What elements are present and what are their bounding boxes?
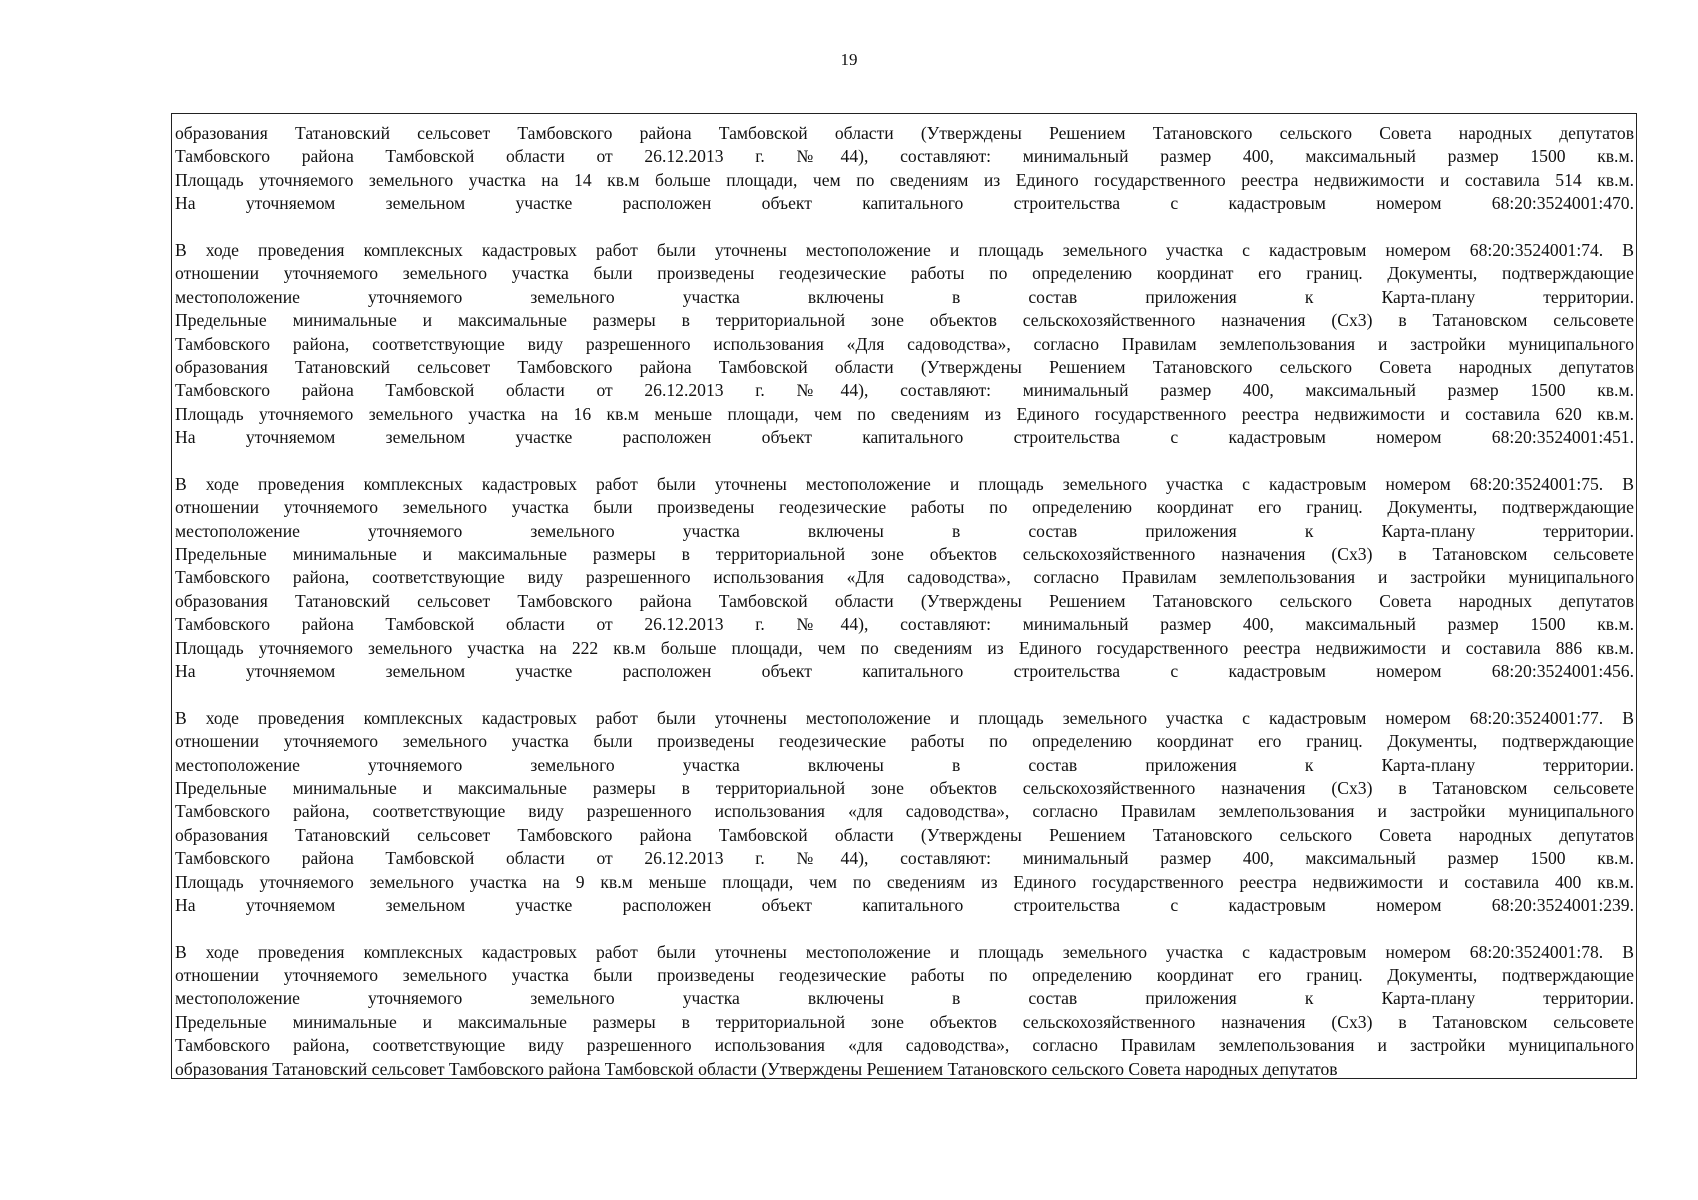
text-line: образования Татановский сельсовет Тамбовского района Тамбовской области (Утверждены Решением Татановского сельского Совета народных депутатов xyxy=(175,356,1634,377)
text-line: Тамбовского района Тамбовской области от 26.12.2013 г. №44), составляют: минимальный размер 400, максимальный размер 1500 кв.м. xyxy=(175,380,1634,401)
page-number: 19 xyxy=(840,50,858,69)
paragraph-1 xyxy=(175,122,1634,216)
text-line: В ходе проведения комплексных кадастровых работ были уточнены местоположение и площадь земельного участка с кадастровым номером 68:20:3524001:74. В xyxy=(175,239,1634,260)
document-text-frame xyxy=(171,113,1637,1079)
text-line: Тамбовского района, соответствующие виду разрешенного использования «для садоводства», согласно Правилам землепользования и застройки муниципального xyxy=(175,1035,1634,1056)
text-line: Площадь уточняемого земельного участка на 14 кв.м больше площади, чем по сведениям из Единого государственного реестра недвижимости и составила 514 кв.м. xyxy=(175,169,1634,190)
text-line: Площадь уточняемого земельного участка на 16 кв.м меньше площади, чем по сведениям из Единого государственного реестра недвижимости и составила 620 кв.м. xyxy=(175,403,1634,424)
text-line: На уточняемом земельном участке расположен объект капитального строительства с кадастровым номером 68:20:3524001:470. xyxy=(175,193,1634,214)
text-line: отношении уточняемого земельного участка были произведены геодезические работы по определению координат его границ. Документы, подтверждающие xyxy=(175,965,1634,986)
text-line: На уточняемом земельном участке расположен объект капитального строительства с кадастровым номером 68:20:3524001:451. xyxy=(175,427,1634,448)
text-line: образования Татановский сельсовет Тамбовского района Тамбовской области (Утверждены Решением Татановского сельского Совета народных депутатов xyxy=(175,1058,1338,1079)
text-line: Тамбовского района, соответствующие виду разрешенного использования «Для садоводства», согласно Правилам землепользования и застройки муниципального xyxy=(175,333,1634,354)
text-line: отношении уточняемого земельного участка были произведены геодезические работы по определению координат его границ. Документы, подтверждающие xyxy=(175,497,1634,518)
text-line: местоположение уточняемого земельного участка включены в состав приложения к Карта-плану территории. xyxy=(175,520,1634,541)
paragraph-5 xyxy=(175,941,1634,1079)
text-line: образования Татановский сельсовет Тамбовского района Тамбовской области (Утверждены Решением Татановского сельского Совета народных депутатов xyxy=(175,123,1634,143)
text-line: В ходе проведения комплексных кадастровых работ были уточнены местоположение и площадь земельного участка с кадастровым номером 68:20:3524001:77. В xyxy=(175,707,1634,728)
text-line: отношении уточняемого земельного участка были произведены геодезические работы по определению координат его границ. Документы, подтверждающие xyxy=(175,731,1634,752)
text-line: Площадь уточняемого земельного участка на 222 кв.м больше площади, чем по сведениям из Единого государственного реестра недвижимости и составила 886 кв.м. xyxy=(175,637,1634,658)
paragraph-spacer xyxy=(175,216,1634,239)
text-line: В ходе проведения комплексных кадастровых работ были уточнены местоположение и площадь земельного участка с кадастровым номером 68:20:3524001:78. В xyxy=(175,941,1634,962)
paragraph-spacer xyxy=(175,449,1634,472)
text-line: местоположение уточняемого земельного участка включены в состав приложения к Карта-плану территории. xyxy=(175,754,1634,775)
text-line: Тамбовского района, соответствующие виду разрешенного использования «для садоводства», согласно Правилам землепользования и застройки муниципального xyxy=(175,801,1634,822)
paragraph-4 xyxy=(175,707,1634,918)
text-line: местоположение уточняемого земельного участка включены в состав приложения к Карта-плану территории. xyxy=(175,988,1634,1009)
text-line: На уточняемом земельном участке расположен объект капитального строительства с кадастровым номером 68:20:3524001:456. xyxy=(175,660,1634,681)
text-line: Предельные минимальные и максимальные размеры в территориальной зоне объектов сельскохозяйственного назначения (Сх3) в Татановском сельсовете xyxy=(175,1011,1634,1032)
text-line: На уточняемом земельном участке расположен объект капитального строительства с кадастровым номером 68:20:3524001:239. xyxy=(175,894,1634,915)
text-line: образования Татановский сельсовет Тамбовского района Тамбовской области (Утверждены Решением Татановского сельского Совета народных депутатов xyxy=(175,824,1634,845)
text-line: Предельные минимальные и максимальные размеры в территориальной зоне объектов сельскохозяйственного назначения (Сх3) в Татановском сельсовете xyxy=(175,777,1634,798)
text-line: Тамбовского района, соответствующие виду разрешенного использования «Для садоводства», согласно Правилам землепользования и застройки муниципального xyxy=(175,567,1634,588)
text-line: отношении уточняемого земельного участка были произведены геодезические работы по определению координат его границ. Документы, подтверждающие xyxy=(175,263,1634,284)
text-line: В ходе проведения комплексных кадастровых работ были уточнены местоположение и площадь земельного участка с кадастровым номером 68:20:3524001:75. В xyxy=(175,473,1634,494)
text-line: Площадь уточняемого земельного участка на 9 кв.м меньше площади, чем по сведениям из Единого государственного реестра недвижимости и составила 400 кв.м. xyxy=(175,871,1634,892)
text-line: Тамбовского района Тамбовской области от 26.12.2013 г. №44), составляют: минимальный размер 400, максимальный размер 1500 кв.м. xyxy=(175,614,1634,635)
text-line: местоположение уточняемого земельного участка включены в состав приложения к Карта-плану территории. xyxy=(175,286,1634,307)
paragraph-2 xyxy=(175,239,1634,450)
text-line: образования Татановский сельсовет Тамбовского района Тамбовской области (Утверждены Решением Татановского сельского Совета народных депутатов xyxy=(175,590,1634,611)
text-line: Тамбовского района Тамбовской области от 26.12.2013 г. №44), составляют: минимальный размер 400, максимальный размер 1500 кв.м. xyxy=(175,848,1634,869)
text-line: Предельные минимальные и максимальные размеры в территориальной зоне объектов сельскохозяйственного назначения (Сх3) в Татановском сельсовете xyxy=(175,310,1634,331)
text-line: Предельные минимальные и максимальные размеры в территориальной зоне объектов сельскохозяйственного назначения (Сх3) в Татановском сельсовете xyxy=(175,544,1634,565)
paragraph-spacer xyxy=(175,917,1634,940)
text-line: Тамбовского района Тамбовской области от 26.12.2013 г. №44), составляют: минимальный размер 400, максимальный размер 1500 кв.м. xyxy=(175,146,1634,167)
paragraph-spacer xyxy=(175,683,1634,706)
paragraph-3 xyxy=(175,473,1634,684)
